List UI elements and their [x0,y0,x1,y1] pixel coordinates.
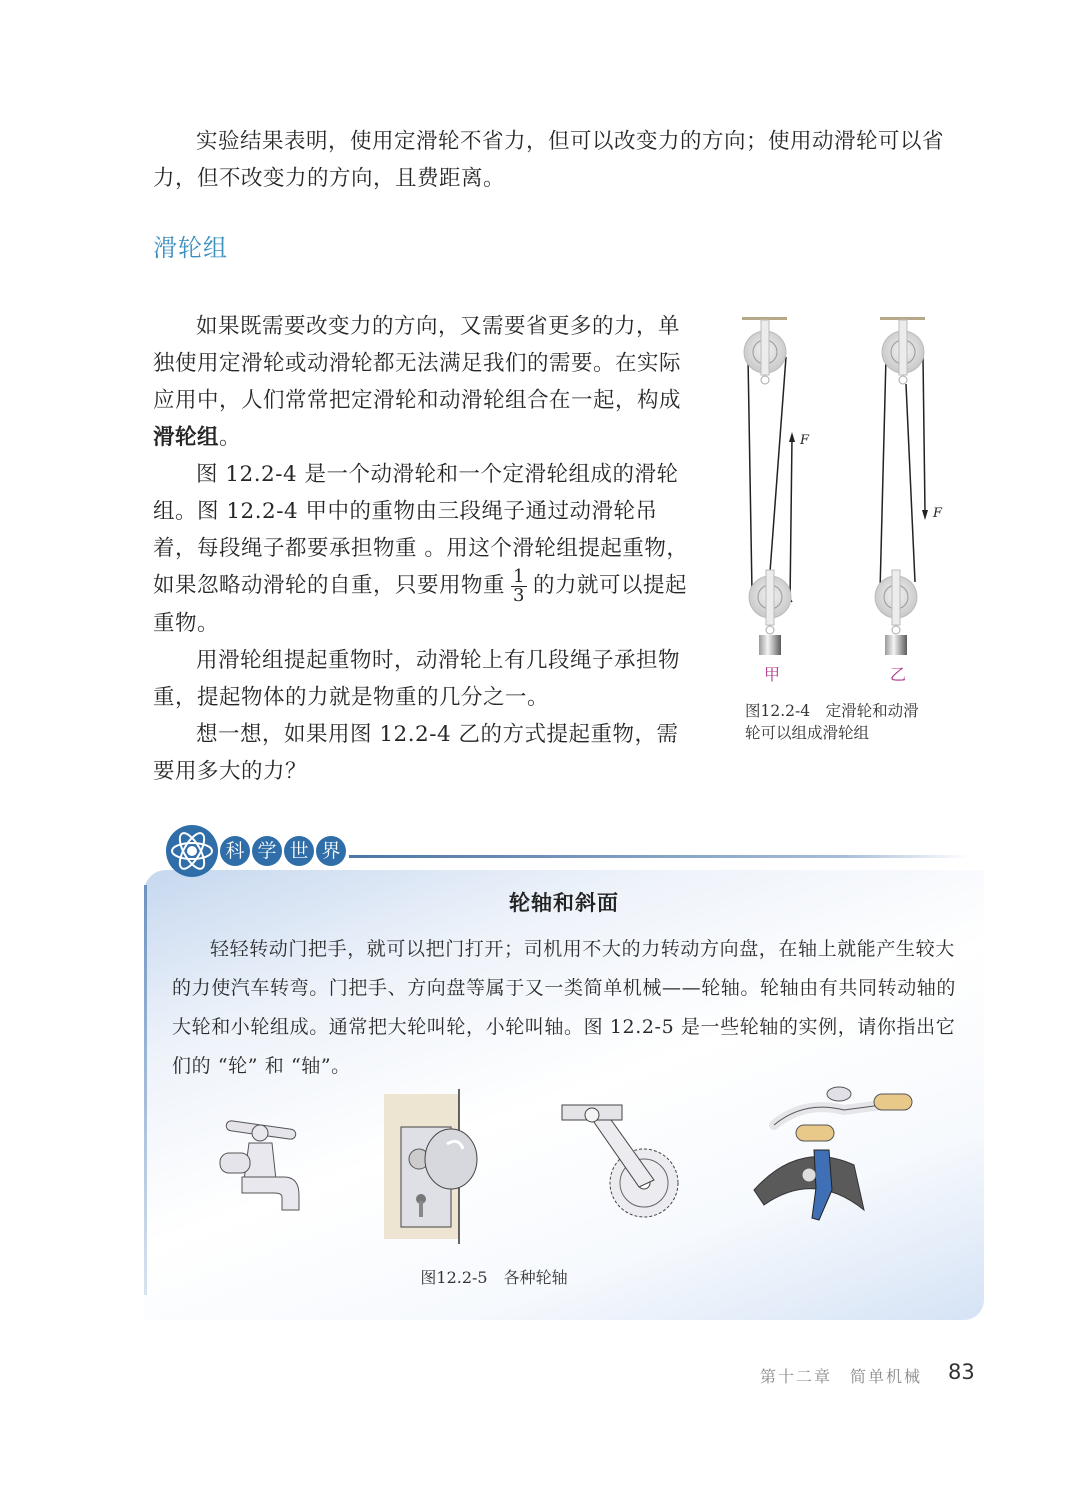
page-number: 83 [948,1360,975,1384]
paragraph-2: 图 12.2-4 是一个动滑轮和一个定滑轮组成的滑轮组。图 12.2-4 甲中的重物由三段绳子通过动滑轮吊着，每段绳子都要承担物重 。用这个滑轮组提起重物，如果忽略动滑轮的自重，只要用物重 $\frac{1}{3}$ 的力就可以提起重物。 [153,462,689,636]
badge-char: 科 [220,836,250,866]
atom-icon [166,825,218,877]
figure-label-jia: 甲 [764,665,781,684]
paragraph-3: 用滑轮组提起重物时，动滑轮上有几段绳子承担物重，提起物体的力就是物重的几分之一。 [153,647,681,710]
badge-char: 界 [316,836,346,866]
figure-caption-12-2-4: 图12.2-4 定滑轮和动滑 轮可以组成滑轮组 [745,702,919,742]
science-world-title: 轮轴和斜面 [509,891,619,915]
box-left-border [144,885,147,1295]
badge-char: 学 [252,836,282,866]
key-term: 滑轮组 [153,425,220,450]
science-world-text: 轻轻转动门把手，就可以把门打开；司机用不大的力转动方向盘，在轴上就能产生较大的力使汽车转弯。门把手、方向盘等属于又一类简单机械——轮轴。轮轴由有共同转动轴的大轮和小轮组成。通常把大轮叫轮，小轮叫轴。图 12.2-5 是一些轮轴的实例，请你指出它们的 “轮” 和 “轴”。 [172,938,957,1077]
paragraph-4: 想一想，如果用图 12.2-4 乙的方式提起重物，需要用多大的力？ [153,721,679,784]
box-top-line [349,855,969,858]
badge-char: 世 [284,836,314,866]
door-knob-icon [379,1089,479,1244]
body-text [153,308,693,790]
pulley-diagram-icon [730,312,980,692]
section-title: 滑轮组 [153,234,228,262]
chapter-footer: 第十二章 简单机械 [760,1367,923,1386]
pedal-crank-icon [559,1095,684,1225]
svg-text:F: F [933,506,943,521]
pulley-system-figure [730,312,980,692]
intro-paragraph: 实验结果表明，使用定滑轮不省力，但可以改变力的方向；使用动滑轮可以省力，但不改变力的方向，且费距离。 [153,129,945,191]
figure-label-yi: 乙 [890,665,907,684]
bicycle-handlebar-icon [744,1080,919,1230]
science-world-badge [166,825,346,877]
figure-caption-12-2-5: 图12.2-5 各种轮轴 [420,1268,568,1287]
fraction-one-third: $\frac{1}{3}$ [513,565,525,606]
svg-text:F: F [800,433,810,448]
science-world-box [144,840,984,1320]
paragraph-1: 如果既需要改变力的方向，又需要省更多的力，单独使用定滑轮或动滑轮都无法满足我们的需要。在实际应用中，人们常常把定滑轮和动滑轮组合在一起，构成滑轮组。 [153,314,682,450]
faucet-icon [214,1105,314,1220]
wheel-axle-figures [204,1095,924,1275]
